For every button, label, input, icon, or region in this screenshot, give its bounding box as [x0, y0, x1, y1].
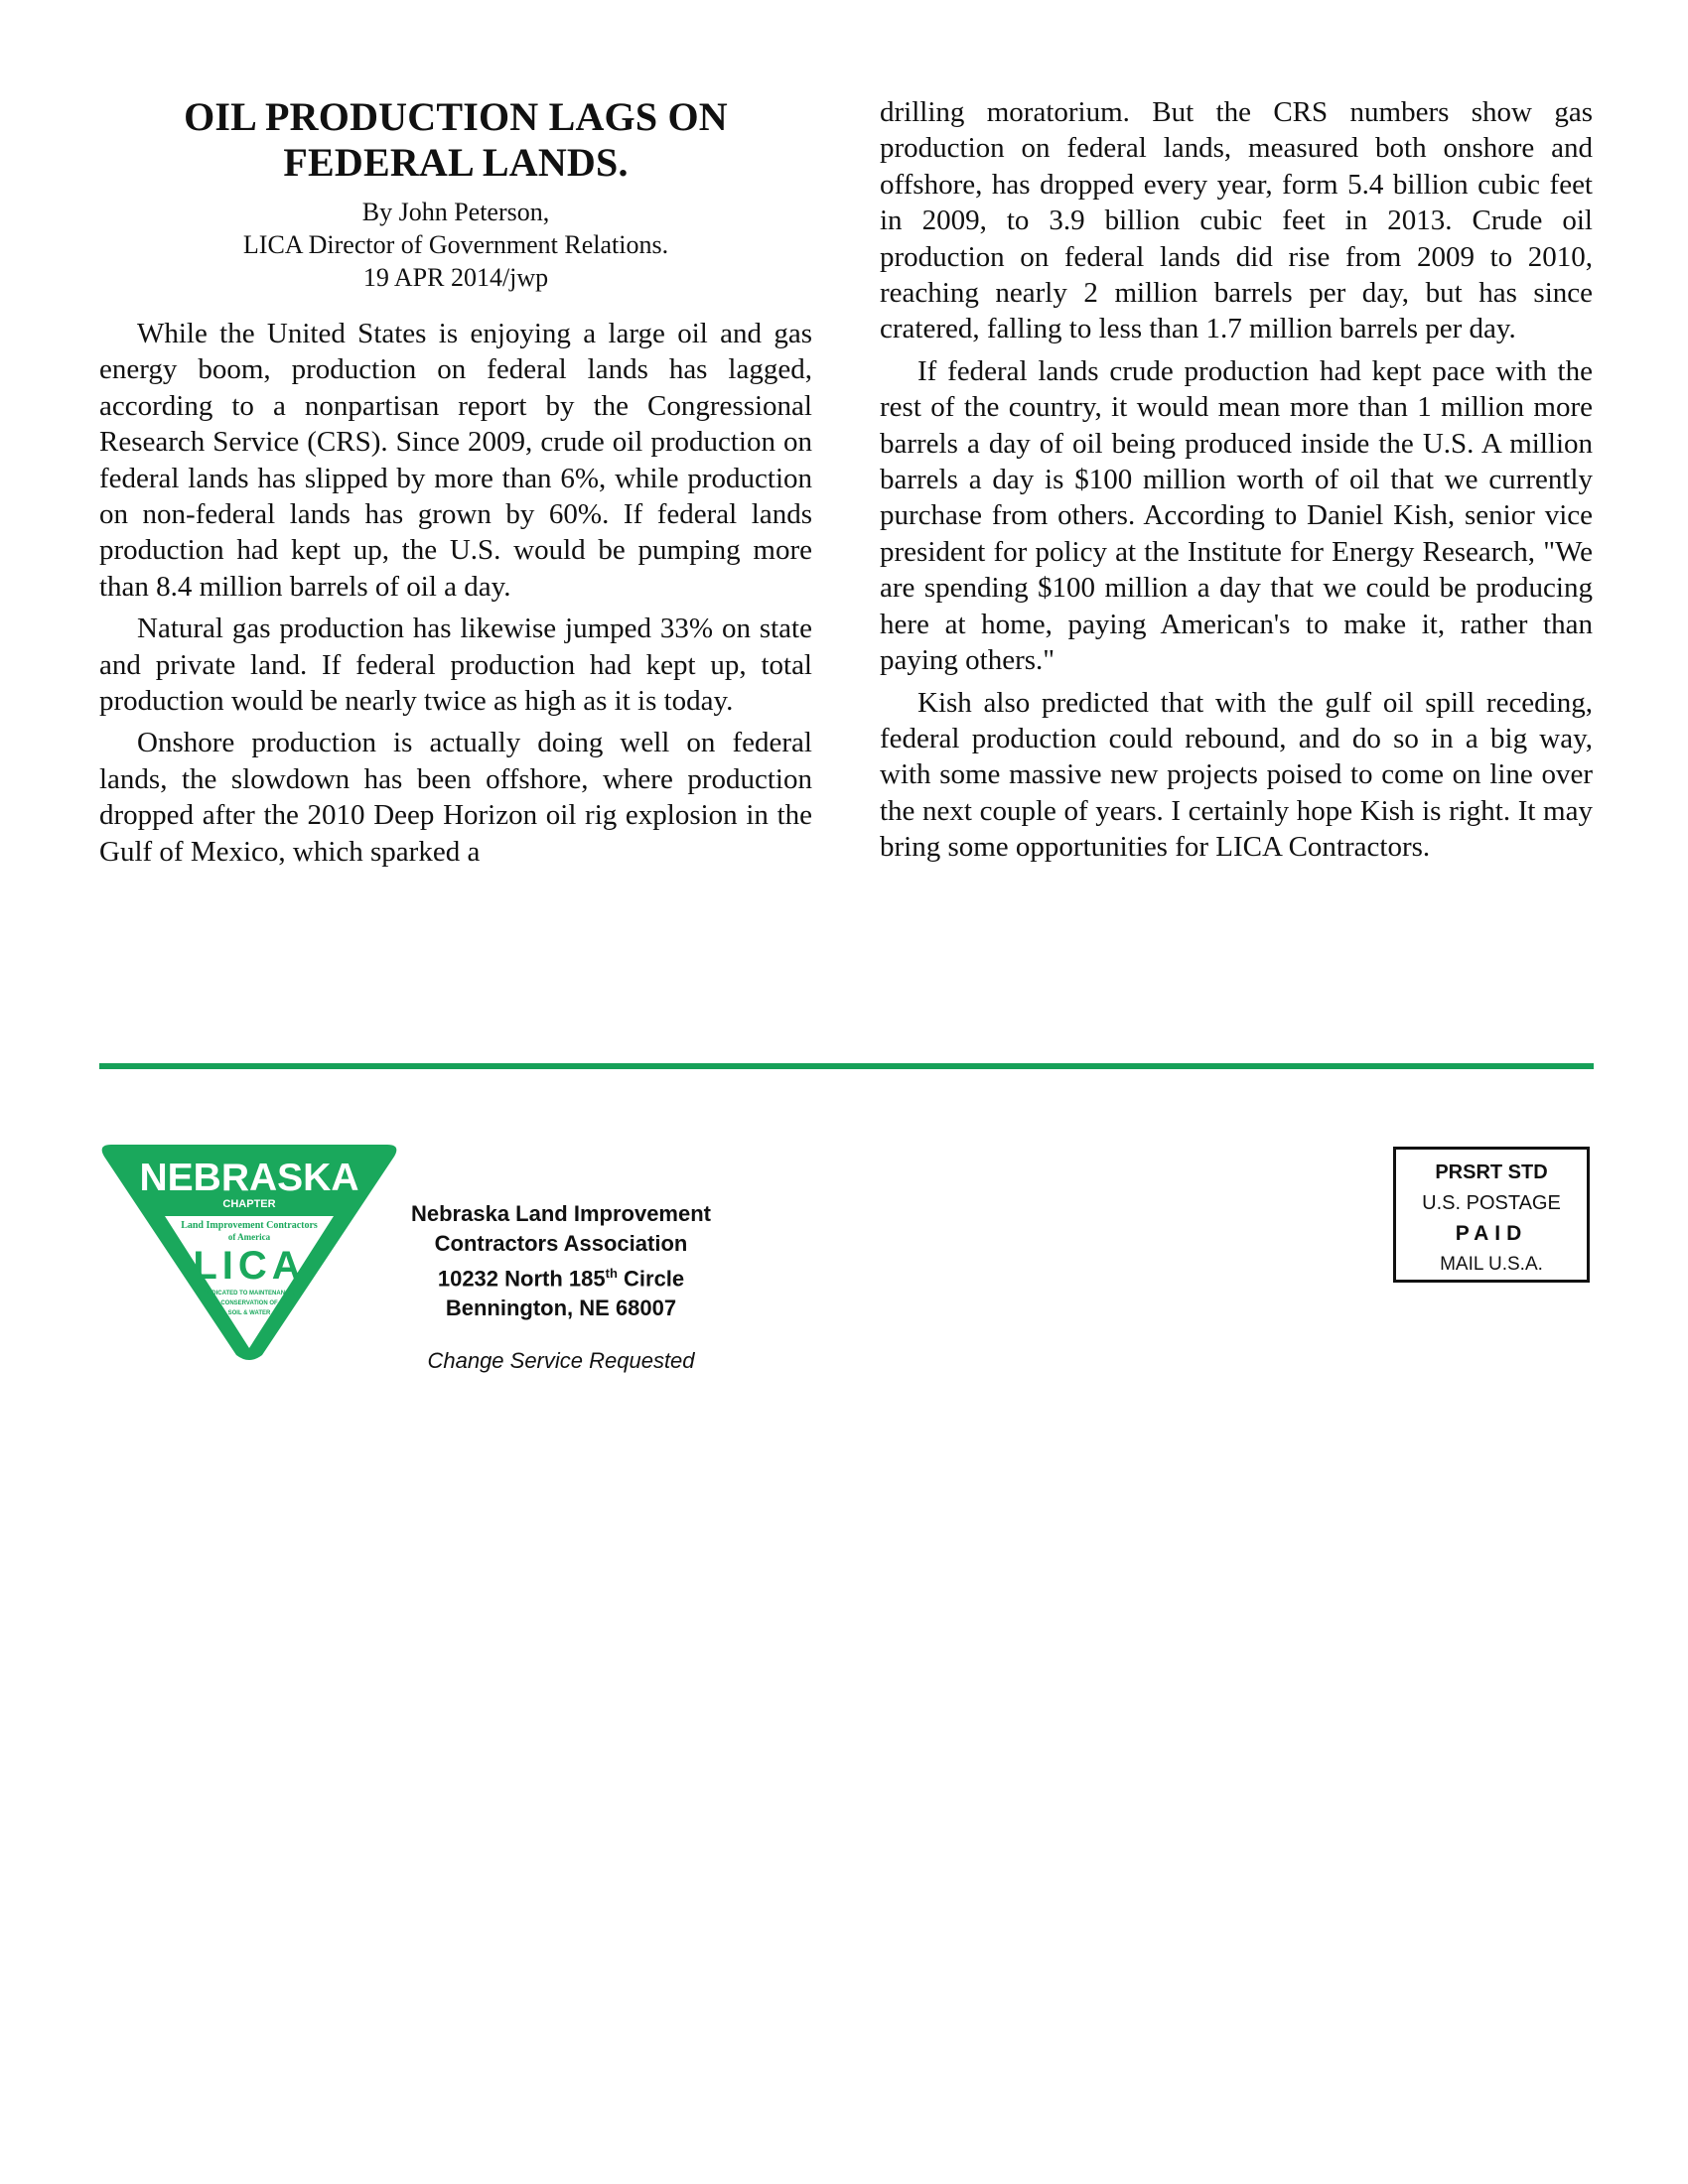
logo-state: NEBRASKA	[139, 1157, 359, 1199]
indicia-class: PRSRT STD	[1435, 1161, 1548, 1183]
indicia-origin: MAIL U.S.A.	[1440, 1254, 1543, 1275]
logo-motto-line-1: DEDICATED TO MAINTENANCE,	[203, 1291, 296, 1297]
return-name-line-2: Contractors Association	[434, 1231, 688, 1256]
logo-motto-line-2: CONSERVATION OF	[220, 1300, 278, 1306]
article-paragraph: If federal lands crude production had kept pace with the rest of the country, it would mean more than 1 million more barrels a day of oil being produced inside the U.S. A million barrels a day is $100 million worth of oil that we currently purchase from others. According to Daniel Kish, senior vice president for policy at the Institute for Energy Research, "We are spending $100 million a day that we could be producing here at home, paying American's to make it, rather than paying others."	[880, 354, 1593, 677]
article-paragraph: Natural gas production has likewise jumped 33% on state and private land. If federal production had kept up, total production would be nearly twice as high as it is today.	[99, 613, 812, 718]
article-right-column	[880, 94, 1593, 872]
street-ordinal: th	[605, 1266, 618, 1281]
return-address	[377, 1199, 745, 1323]
article-paragraph-continued: drilling moratorium. But the CRS numbers show gas production on federal lands, measured both onshore and offshore, has dropped every year, form 5.4 billion cubic feet in 2009, to 3.9 billion cubic feet in 2013. Crude oil production on federal lands did rise from 2009 to 2010, reaching nearly 2 million barrels per day, but has since cratered, falling to less than 1.7 million barrels per day.	[880, 96, 1593, 345]
logo-chapter: CHAPTER	[222, 1198, 276, 1210]
byline-date: 19 APR 2014/jwp	[362, 263, 549, 292]
title-line-1: OIL PRODUCTION LAGS ON	[184, 94, 728, 139]
postage-indicia	[1393, 1147, 1590, 1283]
return-city: Bennington, NE 68007	[445, 1296, 677, 1321]
article-paragraph: Onshore production is actually doing well on federal lands, the slowdown has been offshore, where production dropped after the 2010 Deep Horizon oil rig explosion in the Gulf of Mexico, which sparked a	[99, 727, 812, 868]
byline-author: By John Peterson,	[361, 198, 550, 226]
return-name-line-1: Nebraska Land Improvement	[411, 1201, 711, 1226]
indicia-postage: U.S. POSTAGE	[1422, 1192, 1561, 1214]
street-number: 10232 North 185	[437, 1266, 606, 1292]
article-title	[99, 94, 812, 186]
nebraska-lica-logo	[97, 1145, 401, 1361]
article-paragraph: Kish also predicted that with the gulf oil spill receding, federal production could rebound, and do so in a big way, with some massive new projects poised to come on line over the next couple of years. I certainly hope Kish is right. It may bring some opportunities for LICA Contractors.	[880, 686, 1593, 864]
title-line-2: FEDERAL LANDS.	[283, 140, 629, 185]
indicia-paid: PAID	[1455, 1222, 1528, 1245]
section-divider	[99, 1063, 1594, 1069]
article-left-column	[99, 94, 812, 876]
return-street	[377, 1259, 745, 1294]
street-type: Circle	[617, 1266, 685, 1292]
logo-acronym: LICA	[193, 1244, 306, 1288]
article-paragraph: While the United States is enjoying a large oil and gas energy boom, production on federal lands has lagged, according to a nonpartisan report by the Congressional Research Service (CRS). Since 2009, crude oil production on federal lands has slipped by more than 6%, while production on non-federal lands has grown by 60%. If federal lands production had kept up, the U.S. would be pumping more than 8.4 million barrels of oil a day.	[99, 318, 812, 603]
logo-org-line-2: of America	[227, 1232, 271, 1242]
byline-position: LICA Director of Government Relations.	[242, 230, 669, 259]
byline	[99, 196, 812, 294]
logo-motto-line-3: SOIL & WATER	[227, 1310, 271, 1316]
logo-org-line-1: Land Improvement Contractors	[181, 1220, 318, 1231]
service-request: Change Service Requested	[427, 1348, 695, 1373]
